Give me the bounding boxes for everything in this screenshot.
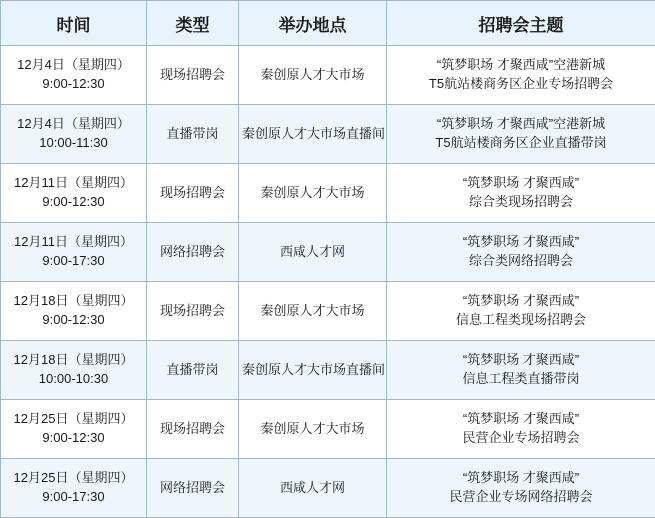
cell-place [239,341,387,400]
time-range: 9:00-12:30 [4,429,143,448]
theme-line: 综合类网络招聘会 [390,252,652,271]
cell-type: 直播带岗 [147,341,239,400]
cell-theme [387,223,655,282]
table-row [1,223,655,282]
theme-line: “筑梦职场 才聚西咸” [390,292,652,311]
time-range: 9:00-17:30 [4,488,143,507]
header-row [1,1,655,46]
cell-theme [387,46,655,105]
time-date: 12月4日（星期四） [4,115,143,134]
cell-type: 网络招聘会 [147,459,239,518]
theme-line: T5航站楼商务区企业直播带岗 [390,134,652,153]
cell-theme [387,400,655,459]
cell-theme [387,341,655,400]
time-range: 10:00-10:30 [4,370,143,389]
table-header [1,1,655,46]
time-range: 9:00-12:30 [4,193,143,212]
cell-type: 现场招聘会 [147,282,239,341]
place-line: 秦创原人才大市场 [242,420,383,439]
place-line: 西咸人才网 [242,479,383,498]
column-header-type: 类型 [147,1,239,46]
time-date: 12月18日（星期四） [4,292,143,311]
theme-line: “筑梦职场 才聚西咸” [390,410,652,429]
table-row [1,282,655,341]
theme-line: T5航站楼商务区企业专场招聘会 [390,75,652,94]
place-line: 秦创原人才大市场 [242,184,383,203]
cell-theme [387,105,655,164]
table-row [1,164,655,223]
table-body [1,46,655,518]
place-line: 西咸人才网 [242,243,383,262]
cell-type: 网络招聘会 [147,223,239,282]
cell-place [239,282,387,341]
theme-line: “筑梦职场 才聚西咸” [390,469,652,488]
time-date: 12月4日（星期四） [4,56,143,75]
cell-type: 现场招聘会 [147,164,239,223]
time-date: 12月18日（星期四） [4,351,143,370]
cell-theme [387,459,655,518]
cell-type: 直播带岗 [147,105,239,164]
cell-type: 现场招聘会 [147,46,239,105]
time-date: 12月11日（星期四） [4,174,143,193]
cell-time [1,459,147,518]
column-header-place: 举办地点 [239,1,387,46]
table-row [1,341,655,400]
cell-time [1,341,147,400]
theme-line: “筑梦职场 才聚西咸” [390,233,652,252]
cell-place [239,46,387,105]
theme-line: “筑梦职场 才聚西咸”空港新城 [390,115,652,134]
time-range: 9:00-12:30 [4,311,143,330]
theme-line: 信息工程类现场招聘会 [390,311,652,330]
time-date: 12月25日（星期四） [4,410,143,429]
theme-line: 民营企业专场招聘会 [390,429,652,448]
theme-line: “筑梦职场 才聚西咸” [390,351,652,370]
theme-line: “筑梦职场 才聚西咸”空港新城 [390,56,652,75]
place-line: 秦创原人才大市场 [242,302,383,321]
cell-time [1,105,147,164]
column-header-theme: 招聘会主题 [387,1,655,46]
cell-place [239,164,387,223]
theme-line: 信息工程类直播带岗 [390,370,652,389]
cell-theme [387,282,655,341]
time-date: 12月11日（星期四） [4,233,143,252]
place-line: 秦创原人才大市场直播间 [242,125,383,144]
cell-time [1,282,147,341]
cell-time [1,400,147,459]
time-range: 10:00-11:30 [4,134,143,153]
cell-place [239,105,387,164]
cell-place [239,223,387,282]
theme-line: 综合类现场招聘会 [390,193,652,212]
column-header-time: 时间 [1,1,147,46]
cell-time [1,46,147,105]
table-row [1,459,655,518]
time-date: 12月25日（星期四） [4,469,143,488]
place-line: 秦创原人才大市场 [242,66,383,85]
theme-line: “筑梦职场 才聚西咸” [390,174,652,193]
time-range: 9:00-12:30 [4,75,143,94]
cell-type: 现场招聘会 [147,400,239,459]
cell-place [239,459,387,518]
table-row [1,105,655,164]
place-line: 秦创原人才大市场直播间 [242,361,383,380]
cell-time [1,223,147,282]
cell-place [239,400,387,459]
table-row [1,400,655,459]
time-range: 9:00-17:30 [4,252,143,271]
table-row [1,46,655,105]
theme-line: 民营企业专场网络招聘会 [390,488,652,507]
cell-theme [387,164,655,223]
cell-time [1,164,147,223]
